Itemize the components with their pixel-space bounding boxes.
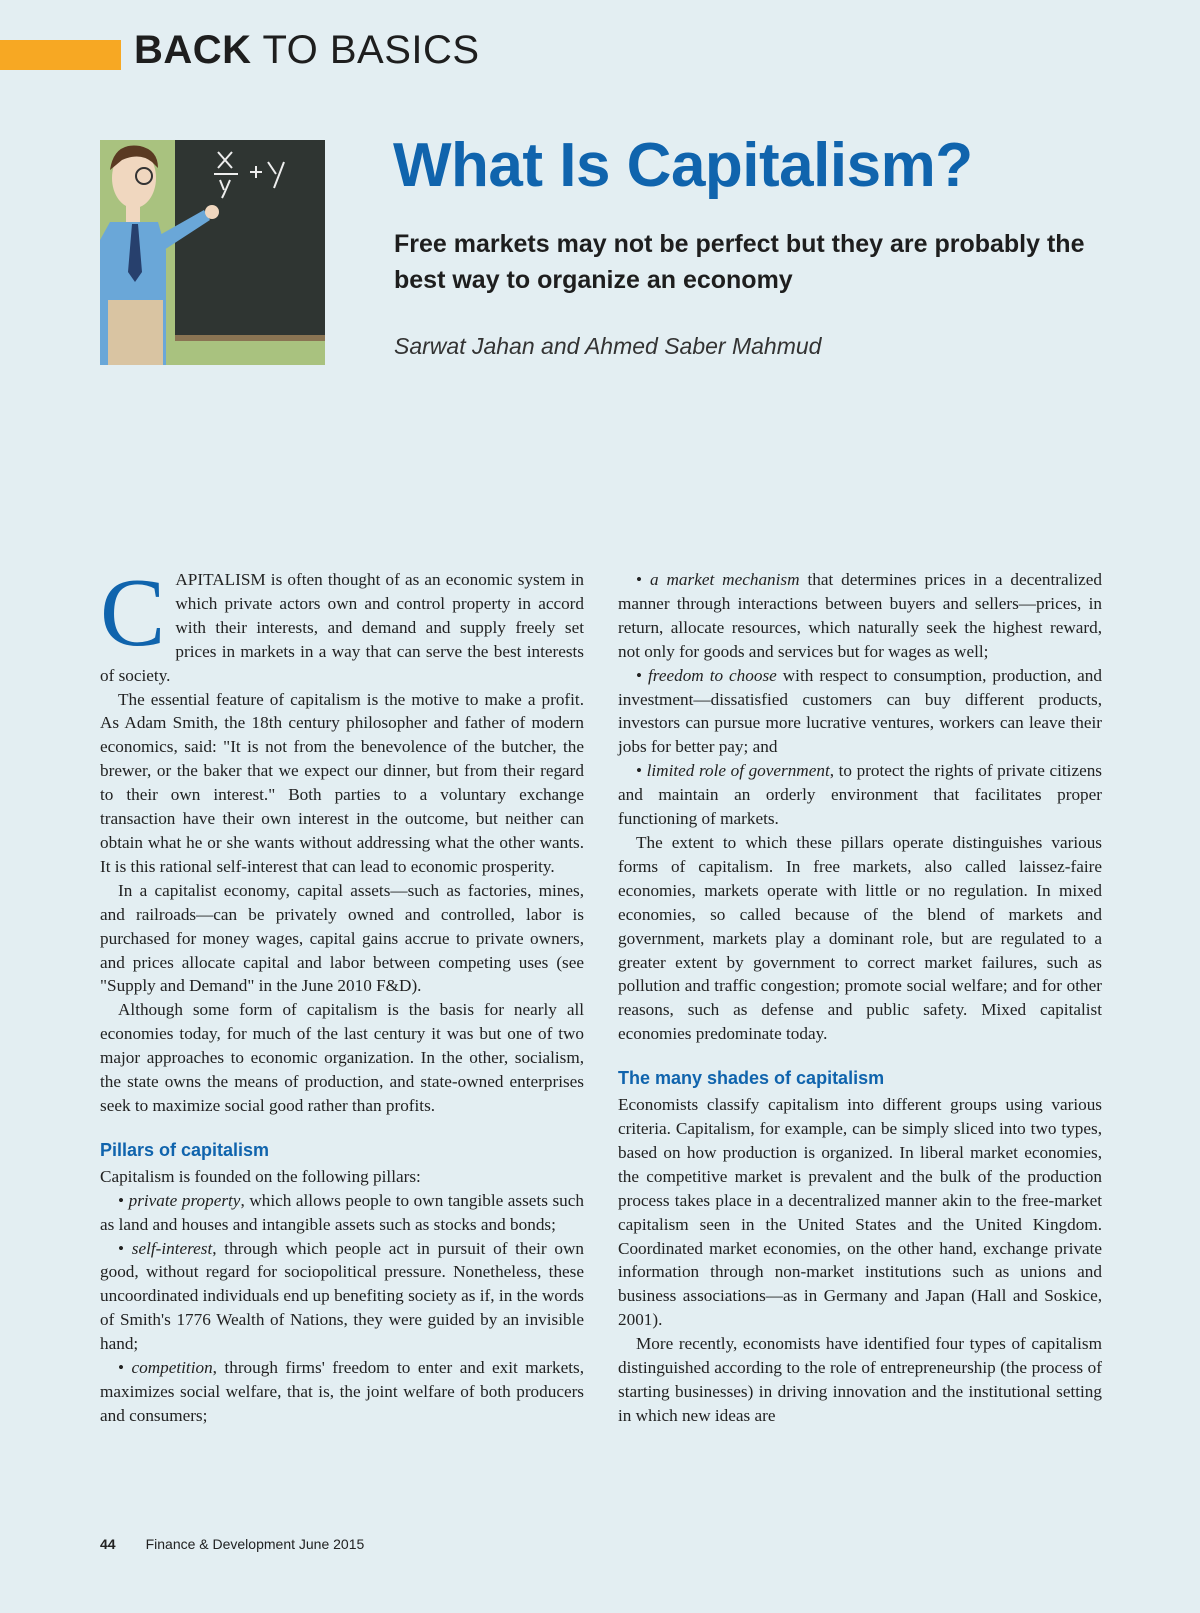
- pillar-text: , through which people act in pursuit of their own good, without regard for sociopolitical pressure. Nonetheless, these uncoordinated individuals end up benefiting society as if, in the words of Smith's 1776 Wealth of Nations, they were guided by an invisible hand;: [100, 1238, 584, 1354]
- pillar-text: with respect to consumption, production, and investment—dissatisfied customers can buy different products, investors can pursue more lucrative ventures, workers can leave their jobs for better pay; and: [618, 665, 1102, 757]
- pillar-text: , through firms' freedom to enter and exit markets, maximizes social welfare, that is, the joint welfare of both producers and consumers;: [100, 1358, 584, 1425]
- pillar-term: freedom to choose: [648, 665, 777, 685]
- article-title: What Is Capitalism?: [393, 131, 973, 200]
- teacher-chalkboard-icon: [100, 140, 325, 365]
- teacher-illustration: [100, 140, 325, 365]
- pillar-term: competition: [131, 1358, 213, 1378]
- paragraph-two-approaches: Although some form of capitalism is the basis for nearly all economies today, for much of the last century it was but one of two major approaches to economic organization. In the other, socialism, the state owns the means of production, and state-owned enterprises seek to maximize social good rather than profits.: [100, 1000, 584, 1115]
- section-header-bold: BACK: [134, 28, 252, 72]
- article-authors: Sarwat Jahan and Ahmed Saber Mahmud: [394, 333, 822, 359]
- section-header: [134, 28, 480, 73]
- body-column-left: [100, 559, 584, 1428]
- pillar-text: , which allows people to own tangible assets such as land and houses and intangible assets such as stocks and bonds;: [100, 1190, 584, 1234]
- pillar-item: • competition, through firms' freedom to enter and exit markets, maximizes social welfare, that is, the joint welfare of both producers and consumers;: [100, 1358, 584, 1425]
- heading-shades: The many shades of capitalism: [618, 1068, 885, 1089]
- pillar-term: private property: [128, 1190, 241, 1210]
- body-column-right: [618, 568, 1102, 1428]
- paragraph-four-types: More recently, economists have identified four types of capitalism distinguished according to the role of entrepreneurship (the process of starting businesses) in driving innovation and the institutional setting in which new ideas are: [618, 1334, 1102, 1425]
- pillars-intro: Capitalism is founded on the following pillars:: [100, 1166, 421, 1186]
- pillar-item: • a market mechanism that determines prices in a decentralized manner through interactions between buyers and sellers—prices, in return, allocate resources, which naturally seek the highest reward, not only for goods and services but for wages as well;: [618, 570, 1102, 661]
- heading-pillars: Pillars of capitalism: [100, 1139, 270, 1160]
- drop-cap: C: [100, 559, 166, 667]
- pillar-item: • freedom to choose with respect to consumption, production, and investment—dissatisfied customers can buy different products, investors can pursue more lucrative ventures, workers can leave their jobs for better pay; and: [618, 665, 1102, 757]
- page-number: 44: [100, 1536, 116, 1552]
- intro-paragraph: [100, 559, 584, 688]
- intro-text: APITALISM is often thought of as an economic system in which private actors own and control property in accord with their interests, and demand and supply freely set prices in markets in a way that can serve the best interests of society.: [100, 570, 584, 685]
- pillar-term: a market mechanism: [649, 570, 800, 589]
- publication-line: Finance & Development June 2015: [145, 1536, 365, 1552]
- pillar-item: • private property, which allows people to own tangible assets such as land and houses and intangible assets such as stocks and bonds;: [100, 1190, 584, 1234]
- article-subtitle: Free markets may not be perfect but they are probably the best way to organize an economy: [394, 230, 1085, 294]
- pillar-term: limited role of government: [646, 761, 830, 781]
- paragraph-capital-assets: In a capitalist economy, capital assets—such as factories, mines, and railroads—can be privately owned and controlled, labor is purchased for money wages, capital gains accrue to private owners, and prices allocate capital and labor between competing uses (see "Supply and Demand" in the June 2010 F&D).: [100, 880, 584, 996]
- pillar-text: , to protect the rights of private citizens and maintain an orderly environment that facilitates proper functioning of markets.: [618, 761, 1102, 829]
- pillar-text: that determines prices in a decentralized manner through interactions between buyers and sellers—prices, in return, allocate resources, which naturally seek the highest reward, not only for goods and services but for wages as well;: [618, 570, 1102, 661]
- section-header-rest: TO BASICS: [251, 28, 480, 72]
- paragraph-classification: Economists classify capitalism into different groups using various criteria. Capitalism, for example, can be simply sliced into two types, based on how production is organized. In liberal market economies, the competitive market is prevalent and the bulk of the production process takes place in a decentralized manner akin to the free-market capitalism seen in the United States and the United Kingdom. Coordinated market economies, on the other hand, exchange private information through non-market institutions such as unions and business associations—as in Germany and Japan (Hall and Soskice, 2001).: [618, 1095, 1102, 1330]
- pillar-term: self-interest: [131, 1238, 213, 1258]
- pillar-item: • limited role of government, to protect the rights of private citizens and maintain an orderly environment that facilitates proper functioning of markets.: [618, 761, 1102, 829]
- paragraph-forms-of-capitalism: The extent to which these pillars operate distinguishes various forms of capitalism. In free markets, also called laissez-faire economies, markets operate with little or no regulation. In mixed economies, so called because of the blend of markets and government, markets play a dominant role, but are regulated to a greater extent by government to correct market failures, such as pollution and traffic congestion; promote social welfare; and for other reasons, such as defense and public safety. Mixed capitalist economies predominate today.: [618, 832, 1102, 1044]
- page-footer: [100, 1536, 364, 1552]
- pillar-item: • self-interest, through which people act in pursuit of their own good, without regard for sociopolitical pressure. Nonetheless, these uncoordinated individuals end up benefiting society as if, in the words of Smith's 1776 Wealth of Nations, they were guided by an invisible hand;: [100, 1238, 584, 1354]
- section-accent-bar: [0, 40, 121, 70]
- paragraph-profit-motive: The essential feature of capitalism is the motive to make a profit. As Adam Smith, the 18th century philosopher and father of modern economics, said: "It is not from the benevolence of the butcher, the brewer, or the baker that we expect our dinner, but from their regard to their own interest." Both parties to a voluntary exchange transaction have their own interest in the outcome, but neither can obtain what he or she wants without addressing what the other wants. It is this rational self-interest that can lead to economic prosperity.: [100, 689, 584, 876]
